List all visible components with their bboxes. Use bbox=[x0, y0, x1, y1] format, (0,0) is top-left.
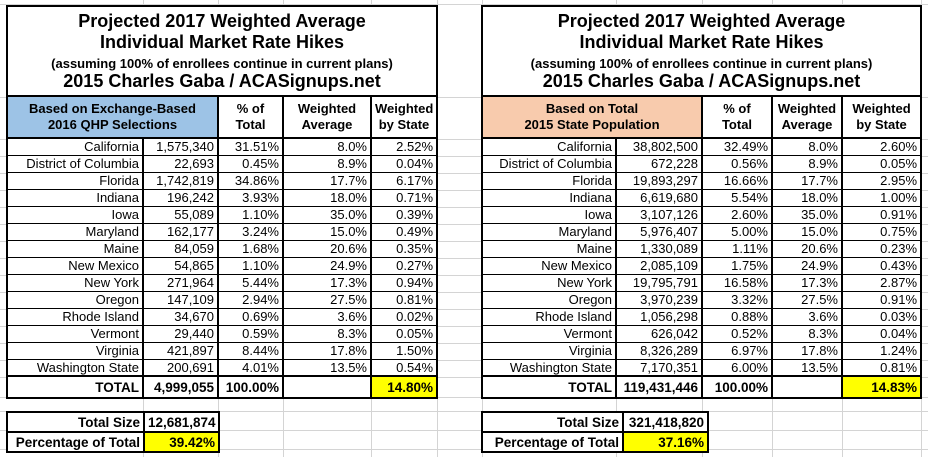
state-name-cell[interactable]: New Mexico bbox=[482, 257, 616, 274]
title-line-1: Projected 2017 Weighted Average bbox=[557, 10, 846, 31]
total-row bbox=[482, 376, 921, 398]
state-name-cell[interactable]: District of Columbia bbox=[482, 155, 616, 172]
col-header-weighted-by-state[interactable]: Weighted by State bbox=[842, 96, 921, 138]
total-row bbox=[7, 376, 437, 398]
enrollment-value-cell[interactable]: 22,693 bbox=[143, 155, 218, 172]
population-value-cell[interactable]: 38,802,500 bbox=[616, 138, 702, 155]
population-value-cell[interactable]: 2,085,109 bbox=[616, 257, 702, 274]
pct-of-total-cell[interactable]: 31.51% bbox=[218, 138, 283, 155]
title-line-1: Projected 2017 Weighted Average bbox=[78, 10, 366, 31]
population-value-cell[interactable]: 626,042 bbox=[616, 325, 702, 342]
state-name-cell[interactable]: Oregon bbox=[7, 291, 143, 308]
state-name-cell[interactable]: New York bbox=[7, 274, 143, 291]
weighted-by-state-cell[interactable]: 1.50% bbox=[371, 342, 437, 359]
basis-header-population[interactable] bbox=[482, 96, 702, 138]
weighted-by-state-cell[interactable]: 6.17% bbox=[371, 172, 437, 189]
total-label-cell[interactable]: TOTAL bbox=[482, 376, 616, 398]
table-title-block bbox=[482, 6, 921, 96]
title-line-2: Individual Market Rate Hikes bbox=[99, 31, 345, 52]
weighted-average-cell[interactable]: 17.3% bbox=[772, 274, 842, 291]
enrollment-value-cell[interactable]: 200,691 bbox=[143, 359, 218, 376]
pct-of-total-cell[interactable]: 4.01% bbox=[218, 359, 283, 376]
pct-of-total-cell[interactable]: 2.60% bbox=[702, 206, 772, 223]
total-avg-empty-cell[interactable] bbox=[772, 376, 842, 398]
state-row bbox=[482, 359, 921, 376]
col-header-pct-of-total[interactable]: % of Total bbox=[218, 96, 283, 138]
title-line-2: Individual Market Rate Hikes bbox=[579, 31, 824, 52]
state-name-cell[interactable]: Rhode Island bbox=[7, 308, 143, 325]
weighted-average-cell[interactable]: 3.6% bbox=[772, 308, 842, 325]
state-row bbox=[482, 257, 921, 274]
population-value-cell[interactable]: 1,056,298 bbox=[616, 308, 702, 325]
total-pct-cell[interactable]: 100.00% bbox=[702, 376, 772, 398]
weighted-average-cell[interactable]: 17.8% bbox=[772, 342, 842, 359]
col-header-weighted-by-state[interactable]: Weighted by State bbox=[371, 96, 437, 138]
basis-line-1: Based on Total bbox=[545, 101, 639, 116]
population-value-cell[interactable]: 3,970,239 bbox=[616, 291, 702, 308]
population-value-cell[interactable]: 8,326,289 bbox=[616, 342, 702, 359]
enrollment-value-cell[interactable]: 196,242 bbox=[143, 189, 218, 206]
col-header-pct-of-total[interactable]: % of Total bbox=[702, 96, 772, 138]
title-cell[interactable] bbox=[7, 6, 437, 96]
enrollment-value-cell[interactable]: 84,059 bbox=[143, 240, 218, 257]
enrollment-value-cell[interactable]: 54,865 bbox=[143, 257, 218, 274]
pct-of-total-cell[interactable]: 0.59% bbox=[218, 325, 283, 342]
population-value-cell[interactable]: 3,107,126 bbox=[616, 206, 702, 223]
weighted-by-state-cell[interactable]: 0.35% bbox=[371, 240, 437, 257]
population-value-cell[interactable]: 5,976,407 bbox=[616, 223, 702, 240]
header-row bbox=[482, 96, 921, 138]
population-value-cell[interactable]: 19,795,791 bbox=[616, 274, 702, 291]
state-row bbox=[7, 359, 437, 376]
state-name-cell[interactable]: Iowa bbox=[7, 206, 143, 223]
state-row bbox=[7, 138, 437, 155]
state-name-cell[interactable]: Indiana bbox=[482, 189, 616, 206]
weighted-average-cell[interactable]: 27.5% bbox=[283, 291, 371, 308]
enrollment-value-cell[interactable]: 162,177 bbox=[143, 223, 218, 240]
weighted-average-cell[interactable]: 35.0% bbox=[772, 206, 842, 223]
title-cell[interactable] bbox=[482, 6, 921, 96]
total-avg-empty-cell[interactable] bbox=[283, 376, 371, 398]
state-row bbox=[7, 189, 437, 206]
weighted-by-state-cell[interactable]: 0.75% bbox=[842, 223, 921, 240]
weighted-by-state-cell[interactable]: 0.94% bbox=[371, 274, 437, 291]
weighted-by-state-cell[interactable]: 0.91% bbox=[842, 206, 921, 223]
pct-of-total-cell[interactable]: 5.54% bbox=[702, 189, 772, 206]
enrollment-value-cell[interactable]: 271,964 bbox=[143, 274, 218, 291]
pct-of-total-cell[interactable]: 1.11% bbox=[702, 240, 772, 257]
weighted-average-cell[interactable]: 8.3% bbox=[772, 325, 842, 342]
enrollment-value-cell[interactable]: 421,897 bbox=[143, 342, 218, 359]
weighted-by-state-cell[interactable]: 0.05% bbox=[842, 155, 921, 172]
pct-of-total-cell[interactable]: 0.45% bbox=[218, 155, 283, 172]
state-row bbox=[482, 172, 921, 189]
state-name-cell[interactable]: Florida bbox=[482, 172, 616, 189]
pct-of-total-cell[interactable]: 5.44% bbox=[218, 274, 283, 291]
weighted-average-cell[interactable]: 35.0% bbox=[283, 206, 371, 223]
weighted-average-cell[interactable]: 18.0% bbox=[772, 189, 842, 206]
total-value-cell[interactable]: 4,999,055 bbox=[143, 376, 218, 398]
weighted-average-cell[interactable]: 27.5% bbox=[772, 291, 842, 308]
state-name-cell[interactable]: Vermont bbox=[482, 325, 616, 342]
basis-line-1: Based on Exchange-Based bbox=[29, 101, 196, 116]
state-name-cell[interactable]: Maine bbox=[7, 240, 143, 257]
weighted-by-state-cell[interactable]: 0.91% bbox=[842, 291, 921, 308]
weighted-by-state-cell[interactable]: 1.24% bbox=[842, 342, 921, 359]
pct-of-total-cell[interactable]: 1.10% bbox=[218, 257, 283, 274]
state-name-cell[interactable]: California bbox=[7, 138, 143, 155]
state-name-cell[interactable]: California bbox=[482, 138, 616, 155]
weighted-average-cell[interactable]: 8.0% bbox=[772, 138, 842, 155]
total-pct-cell[interactable]: 100.00% bbox=[218, 376, 283, 398]
state-name-cell[interactable]: Virginia bbox=[7, 342, 143, 359]
pct-of-total-cell[interactable]: 0.56% bbox=[702, 155, 772, 172]
pct-of-total-cell[interactable]: 34.86% bbox=[218, 172, 283, 189]
state-name-cell[interactable]: New Mexico bbox=[7, 257, 143, 274]
weighted-average-cell[interactable]: 8.0% bbox=[283, 138, 371, 155]
total-size-value[interactable]: 12,681,874 bbox=[144, 412, 219, 432]
title-assumption: (assuming 100% of enrollees continue in current plans) bbox=[51, 55, 393, 71]
weighted-by-state-cell[interactable]: 0.39% bbox=[371, 206, 437, 223]
weighted-average-cell[interactable]: 13.5% bbox=[772, 359, 842, 376]
total-size-row bbox=[482, 412, 708, 432]
weighted-by-state-cell[interactable]: 0.05% bbox=[371, 325, 437, 342]
state-name-cell[interactable]: Washington State bbox=[482, 359, 616, 376]
state-name-cell[interactable]: Maryland bbox=[7, 223, 143, 240]
enrollment-value-cell[interactable]: 1,742,819 bbox=[143, 172, 218, 189]
weighted-by-state-cell[interactable]: 0.23% bbox=[842, 240, 921, 257]
state-name-cell[interactable]: Virginia bbox=[482, 342, 616, 359]
percentage-of-total-row bbox=[482, 432, 708, 452]
header-row bbox=[7, 96, 437, 138]
state-row bbox=[482, 342, 921, 359]
weighted-by-state-cell[interactable]: 0.54% bbox=[371, 359, 437, 376]
weighted-average-cell[interactable]: 15.0% bbox=[283, 223, 371, 240]
pct-of-total-cell[interactable]: 6.00% bbox=[702, 359, 772, 376]
weighted-average-cell[interactable]: 24.9% bbox=[772, 257, 842, 274]
state-row bbox=[482, 240, 921, 257]
state-row bbox=[482, 155, 921, 172]
weighted-average-cell[interactable]: 17.3% bbox=[283, 274, 371, 291]
state-name-cell[interactable]: Rhode Island bbox=[482, 308, 616, 325]
state-row bbox=[482, 291, 921, 308]
percentage-of-total-label[interactable]: Percentage of Total bbox=[7, 432, 144, 452]
weighted-average-cell[interactable]: 15.0% bbox=[772, 223, 842, 240]
pct-of-total-cell[interactable]: 3.32% bbox=[702, 291, 772, 308]
weighted-by-state-cell[interactable]: 0.27% bbox=[371, 257, 437, 274]
weighted-average-cell[interactable]: 17.7% bbox=[283, 172, 371, 189]
pct-of-total-cell[interactable]: 16.66% bbox=[702, 172, 772, 189]
state-row bbox=[7, 223, 437, 240]
weighted-by-state-cell[interactable]: 0.81% bbox=[371, 291, 437, 308]
weighted-average-cell[interactable]: 20.6% bbox=[283, 240, 371, 257]
state-row bbox=[7, 155, 437, 172]
state-row bbox=[7, 308, 437, 325]
pct-of-total-cell[interactable]: 1.75% bbox=[702, 257, 772, 274]
enrollment-value-cell[interactable]: 55,089 bbox=[143, 206, 218, 223]
weighted-by-state-cell[interactable]: 2.87% bbox=[842, 274, 921, 291]
weighted-by-state-cell[interactable]: 0.43% bbox=[842, 257, 921, 274]
weighted-average-cell[interactable]: 3.6% bbox=[283, 308, 371, 325]
pct-of-total-cell[interactable]: 0.88% bbox=[702, 308, 772, 325]
weighted-by-state-cell[interactable]: 0.49% bbox=[371, 223, 437, 240]
col-header-weighted-average[interactable]: Weighted Average bbox=[772, 96, 842, 138]
state-name-cell[interactable]: Oregon bbox=[482, 291, 616, 308]
state-row bbox=[7, 274, 437, 291]
weighted-average-cell[interactable]: 20.6% bbox=[772, 240, 842, 257]
state-name-cell[interactable]: Maine bbox=[482, 240, 616, 257]
weighted-average-cell[interactable]: 8.9% bbox=[772, 155, 842, 172]
percentage-of-total-value[interactable]: 37.16% bbox=[623, 432, 708, 452]
state-name-cell[interactable]: District of Columbia bbox=[7, 155, 143, 172]
basis-header-exchange[interactable] bbox=[7, 96, 218, 138]
pct-of-total-cell[interactable]: 5.00% bbox=[702, 223, 772, 240]
weighted-average-cell[interactable]: 8.9% bbox=[283, 155, 371, 172]
population-value-cell[interactable]: 672,228 bbox=[616, 155, 702, 172]
state-row bbox=[482, 223, 921, 240]
col-header-weighted-average[interactable]: Weighted Average bbox=[283, 96, 371, 138]
population-value-cell[interactable]: 6,619,680 bbox=[616, 189, 702, 206]
total-weighted-cell[interactable]: 14.80% bbox=[371, 376, 437, 398]
pct-of-total-cell[interactable]: 16.58% bbox=[702, 274, 772, 291]
weighted-average-cell[interactable]: 13.5% bbox=[283, 359, 371, 376]
weighted-average-cell[interactable]: 17.8% bbox=[283, 342, 371, 359]
enrollment-value-cell[interactable]: 34,670 bbox=[143, 308, 218, 325]
pct-of-total-cell[interactable]: 0.69% bbox=[218, 308, 283, 325]
weighted-by-state-cell[interactable]: 0.81% bbox=[842, 359, 921, 376]
pct-of-total-cell[interactable]: 32.49% bbox=[702, 138, 772, 155]
state-row bbox=[7, 291, 437, 308]
weighted-average-cell[interactable]: 8.3% bbox=[283, 325, 371, 342]
title-assumption: (assuming 100% of enrollees continue in current plans) bbox=[530, 55, 873, 71]
state-name-cell[interactable]: New York bbox=[482, 274, 616, 291]
state-row bbox=[482, 206, 921, 223]
total-size-row bbox=[7, 412, 219, 432]
title-credit: 2015 Charles Gaba / ACASignups.net bbox=[542, 70, 861, 91]
pct-of-total-cell[interactable]: 6.97% bbox=[702, 342, 772, 359]
state-row bbox=[7, 240, 437, 257]
population-value-cell[interactable]: 19,893,297 bbox=[616, 172, 702, 189]
pct-of-total-cell[interactable]: 0.52% bbox=[702, 325, 772, 342]
state-name-cell[interactable]: Iowa bbox=[482, 206, 616, 223]
state-name-cell[interactable]: Maryland bbox=[482, 223, 616, 240]
weighted-by-state-cell[interactable]: 1.00% bbox=[842, 189, 921, 206]
weighted-by-state-cell[interactable]: 2.52% bbox=[371, 138, 437, 155]
pct-of-total-cell[interactable]: 2.94% bbox=[218, 291, 283, 308]
weighted-average-cell[interactable]: 17.7% bbox=[772, 172, 842, 189]
title-credit: 2015 Charles Gaba / ACASignups.net bbox=[63, 70, 381, 91]
population-value-cell[interactable]: 7,170,351 bbox=[616, 359, 702, 376]
population-value-cell[interactable]: 1,330,089 bbox=[616, 240, 702, 257]
population-table bbox=[481, 5, 922, 399]
exchange-qhp-table bbox=[6, 5, 438, 399]
exchange-summary-table bbox=[6, 411, 220, 453]
basis-line-2: 2015 State Population bbox=[524, 117, 660, 132]
total-label-cell[interactable]: TOTAL bbox=[7, 376, 143, 398]
total-size-value[interactable]: 321,418,820 bbox=[623, 412, 708, 432]
state-row bbox=[482, 325, 921, 342]
total-value-cell[interactable]: 119,431,446 bbox=[616, 376, 702, 398]
state-row bbox=[7, 172, 437, 189]
percentage-of-total-value[interactable]: 39.42% bbox=[144, 432, 219, 452]
state-row bbox=[7, 257, 437, 274]
exchange-table-body bbox=[7, 138, 437, 376]
pct-of-total-cell[interactable]: 1.10% bbox=[218, 206, 283, 223]
state-name-cell[interactable]: Florida bbox=[7, 172, 143, 189]
weighted-by-state-cell[interactable]: 0.04% bbox=[842, 325, 921, 342]
state-row bbox=[7, 206, 437, 223]
weighted-average-cell[interactable]: 24.9% bbox=[283, 257, 371, 274]
state-name-cell[interactable]: Vermont bbox=[7, 325, 143, 342]
weighted-by-state-cell[interactable]: 0.71% bbox=[371, 189, 437, 206]
total-size-label[interactable]: Total Size bbox=[482, 412, 623, 432]
basis-line-2: 2016 QHP Selections bbox=[47, 117, 178, 132]
total-weighted-cell[interactable]: 14.83% bbox=[842, 376, 921, 398]
weighted-by-state-cell[interactable]: 0.02% bbox=[371, 308, 437, 325]
table-title-block bbox=[7, 6, 437, 96]
state-row bbox=[7, 342, 437, 359]
enrollment-value-cell[interactable]: 29,440 bbox=[143, 325, 218, 342]
weighted-by-state-cell[interactable]: 0.03% bbox=[842, 308, 921, 325]
percentage-of-total-row bbox=[7, 432, 219, 452]
state-name-cell[interactable]: Indiana bbox=[7, 189, 143, 206]
weighted-by-state-cell[interactable]: 2.60% bbox=[842, 138, 921, 155]
total-size-label[interactable]: Total Size bbox=[7, 412, 144, 432]
pct-of-total-cell[interactable]: 1.68% bbox=[218, 240, 283, 257]
enrollment-value-cell[interactable]: 147,109 bbox=[143, 291, 218, 308]
enrollment-value-cell[interactable]: 1,575,340 bbox=[143, 138, 218, 155]
state-row bbox=[482, 274, 921, 291]
weighted-average-cell[interactable]: 18.0% bbox=[283, 189, 371, 206]
state-name-cell[interactable]: Washington State bbox=[7, 359, 143, 376]
population-summary-table bbox=[481, 411, 709, 453]
pct-of-total-cell[interactable]: 3.93% bbox=[218, 189, 283, 206]
percentage-of-total-label[interactable]: Percentage of Total bbox=[482, 432, 623, 452]
population-table-body bbox=[482, 138, 921, 376]
state-row bbox=[7, 325, 437, 342]
pct-of-total-cell[interactable]: 3.24% bbox=[218, 223, 283, 240]
weighted-by-state-cell[interactable]: 2.95% bbox=[842, 172, 921, 189]
pct-of-total-cell[interactable]: 8.44% bbox=[218, 342, 283, 359]
state-row bbox=[482, 189, 921, 206]
state-row bbox=[482, 308, 921, 325]
state-row bbox=[482, 138, 921, 155]
weighted-by-state-cell[interactable]: 0.04% bbox=[371, 155, 437, 172]
